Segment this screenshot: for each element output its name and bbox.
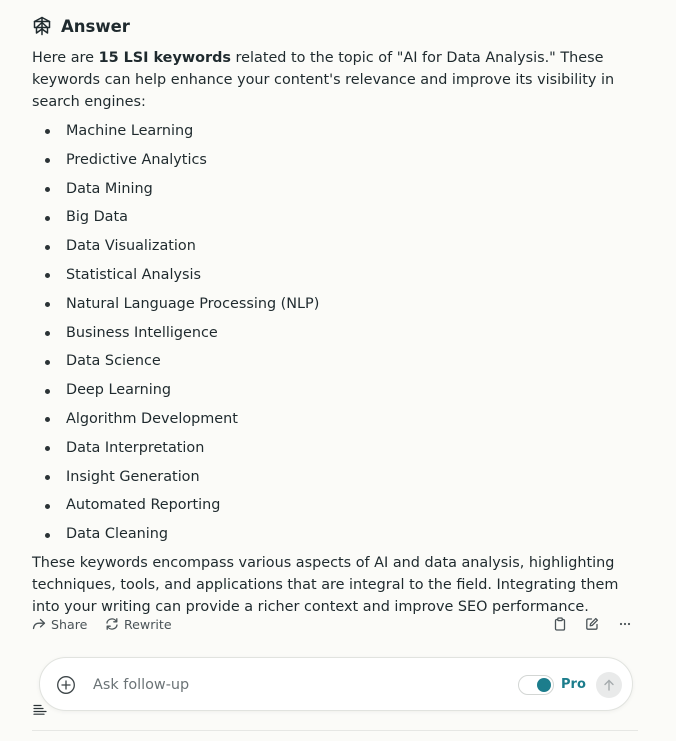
add-attachment-icon[interactable] xyxy=(56,675,76,695)
answer-outro: These keywords encompass various aspects of AI and data analysis, highlighting techniques, tools, and applications that are integral to the field. Integrating them into your writing can provide a richer context and improve SEO performance. xyxy=(32,554,619,615)
list-item: Statistical Analysis xyxy=(32,261,647,290)
share-icon xyxy=(32,617,46,631)
list-item: Data Mining xyxy=(32,175,647,204)
edit-button[interactable] xyxy=(582,614,602,634)
share-button[interactable] xyxy=(32,614,87,634)
copy-button[interactable] xyxy=(550,614,570,634)
list-item: Deep Learning xyxy=(32,376,647,405)
answer-title: Answer xyxy=(61,16,130,36)
list-item: Machine Learning xyxy=(32,117,647,146)
list-item: Business Intelligence xyxy=(32,319,647,348)
bottom-divider xyxy=(32,730,638,731)
list-item: Data Cleaning xyxy=(32,520,647,549)
followup-bar xyxy=(39,657,633,711)
pro-toggle[interactable] xyxy=(518,675,554,695)
perplexity-logo-icon xyxy=(32,16,52,36)
list-item: Data Science xyxy=(32,347,647,376)
more-icon xyxy=(618,617,632,631)
more-button[interactable] xyxy=(615,614,635,634)
list-item: Automated Reporting xyxy=(32,491,647,520)
intro-suffix: related to the topic of "AI for Data Analysis." These keywords can help enhance your content's relevance and improve its visibility in search engines: xyxy=(32,50,615,110)
pro-toggle-knob xyxy=(537,678,551,692)
edit-icon xyxy=(585,617,599,631)
intro-highlight: 15 LSI keywords xyxy=(98,50,231,66)
list-icon xyxy=(33,703,47,715)
keyword-list xyxy=(32,117,647,549)
followup-input[interactable] xyxy=(91,673,475,697)
list-item: Predictive Analytics xyxy=(32,146,647,175)
share-label: Share xyxy=(51,616,88,632)
list-item: Data Interpretation xyxy=(32,434,647,463)
pro-label: Pro xyxy=(561,677,586,692)
copy-icon xyxy=(553,617,567,631)
rewrite-icon xyxy=(105,617,119,631)
list-item: Data Visualization xyxy=(32,232,647,261)
answer-content xyxy=(32,47,647,618)
submit-button[interactable] xyxy=(596,672,622,698)
rewrite-label: Rewrite xyxy=(124,616,172,632)
answer-actions xyxy=(32,614,636,634)
answer-header xyxy=(32,16,130,36)
arrow-up-icon xyxy=(602,678,616,692)
answer-intro xyxy=(32,47,647,113)
list-item: Big Data xyxy=(32,203,647,232)
rewrite-button[interactable] xyxy=(105,614,172,634)
list-item: Insight Generation xyxy=(32,463,647,492)
intro-prefix: Here are xyxy=(32,50,99,66)
list-item: Natural Language Processing (NLP) xyxy=(32,290,647,319)
list-item: Algorithm Development xyxy=(32,405,647,434)
